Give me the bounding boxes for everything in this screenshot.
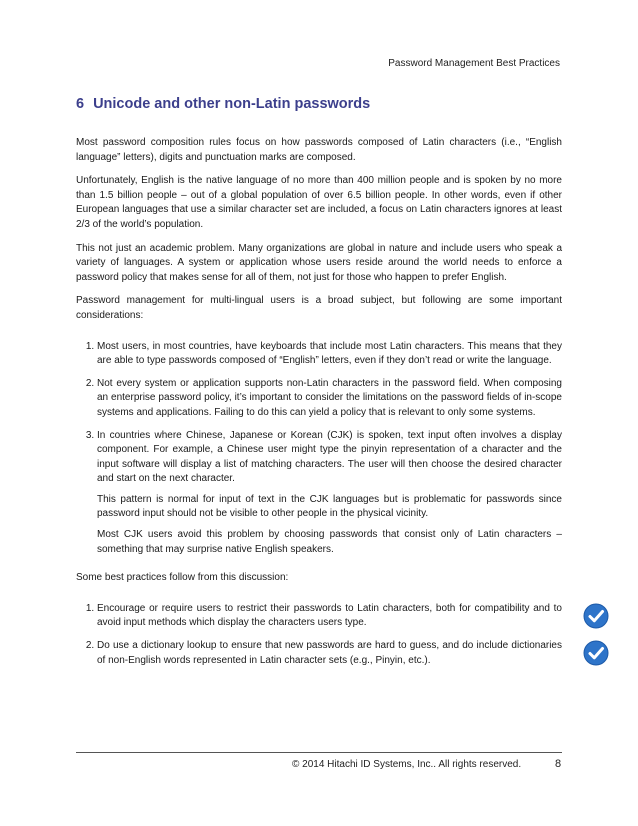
list-item — [97, 340, 562, 369]
list-item-text: Not every system or application supports non-Latin characters in the password field. When composing an enterprise password policy, it’s important to consider the limitations on the password fields of in-scope systems and applications. Failing to do this can yield a policy that is relevant to only some systems. — [97, 377, 562, 418]
list-item-text: In countries where Chinese, Japanese or Korean (CJK) is spoken, text input often involves a display component. For example, a Chinese user might type the pinyin representation of a character and the input software will display a list of matching characters. The user will then choose the desired character and start on the next character. — [97, 429, 562, 485]
section-title: Unicode and other non-Latin passwords — [93, 96, 371, 112]
paragraph-population: Unfortunately, English is the native language of no more than 400 million people and is spoken by no more than 1.5 billion people – out of a global population of over 6.5 billion people. In other words, even if other European languages that use a similar character set are included, a focus on Latin characters ignores at least 2/3 of the world’s population. — [76, 175, 562, 230]
list-item-text: Most users, in most countries, have keyboards that include most Latin characters. This means that they are able to type passwords composed of “English” letters, even if they don’t read or write the language. — [97, 340, 562, 367]
list-item — [97, 429, 562, 558]
best-practices-intro: Some best practices follow from this discussion: — [76, 572, 289, 584]
section-heading — [76, 96, 370, 112]
paragraph-considerations-intro: Password management for multi-lingual users is a broad subject, but following are some important considerations: — [76, 295, 562, 321]
footer-copyright: © 2014 Hitachi ID Systems, Inc.. All rights reserved. — [292, 759, 522, 770]
section-number: 6 — [76, 96, 85, 112]
footer-divider — [76, 752, 562, 753]
checkmark-icon — [583, 603, 609, 629]
list-item — [97, 602, 562, 631]
list-item — [97, 377, 562, 421]
checkmark-icon — [583, 640, 609, 666]
page-number: 8 — [555, 758, 562, 770]
list-item-subparagraph: Most CJK users avoid this problem by choosing passwords that consist only of Latin characters – something that may surprise native English speakers. — [97, 529, 562, 555]
list-item-subparagraph: This pattern is normal for input of text in the CJK languages but is problematic for passwords since password input should not be visible to other people in the physical vicinity. — [97, 493, 562, 520]
list-item-text: Do use a dictionary lookup to ensure that new passwords are hard to guess, and do include dictionaries of non-English words represented in Latin character sets (e.g., Pinyin, etc.). — [97, 640, 562, 666]
considerations-list — [76, 340, 562, 558]
paragraph-intro: Most password composition rules focus on how passwords composed of Latin characters (i.e., “English language” letters), digits and punctuation marks are composed. — [76, 137, 562, 163]
body-content — [76, 136, 562, 682]
list-item-text: Encourage or require users to restrict their passwords to Latin characters, both for compatibility and to avoid input methods which display the characters users type. — [97, 602, 562, 629]
list-item — [97, 639, 562, 668]
best-practices-list — [76, 602, 562, 668]
running-header: Password Management Best Practices — [388, 58, 560, 69]
paragraph-global: This not just an academic problem. Many organizations are global in nature and include users who speak a variety of languages. A system or application whose users reside around the world needs to enforce a password policy that makes sense for all of them, not just for those who happen to prefer English. — [76, 242, 562, 283]
